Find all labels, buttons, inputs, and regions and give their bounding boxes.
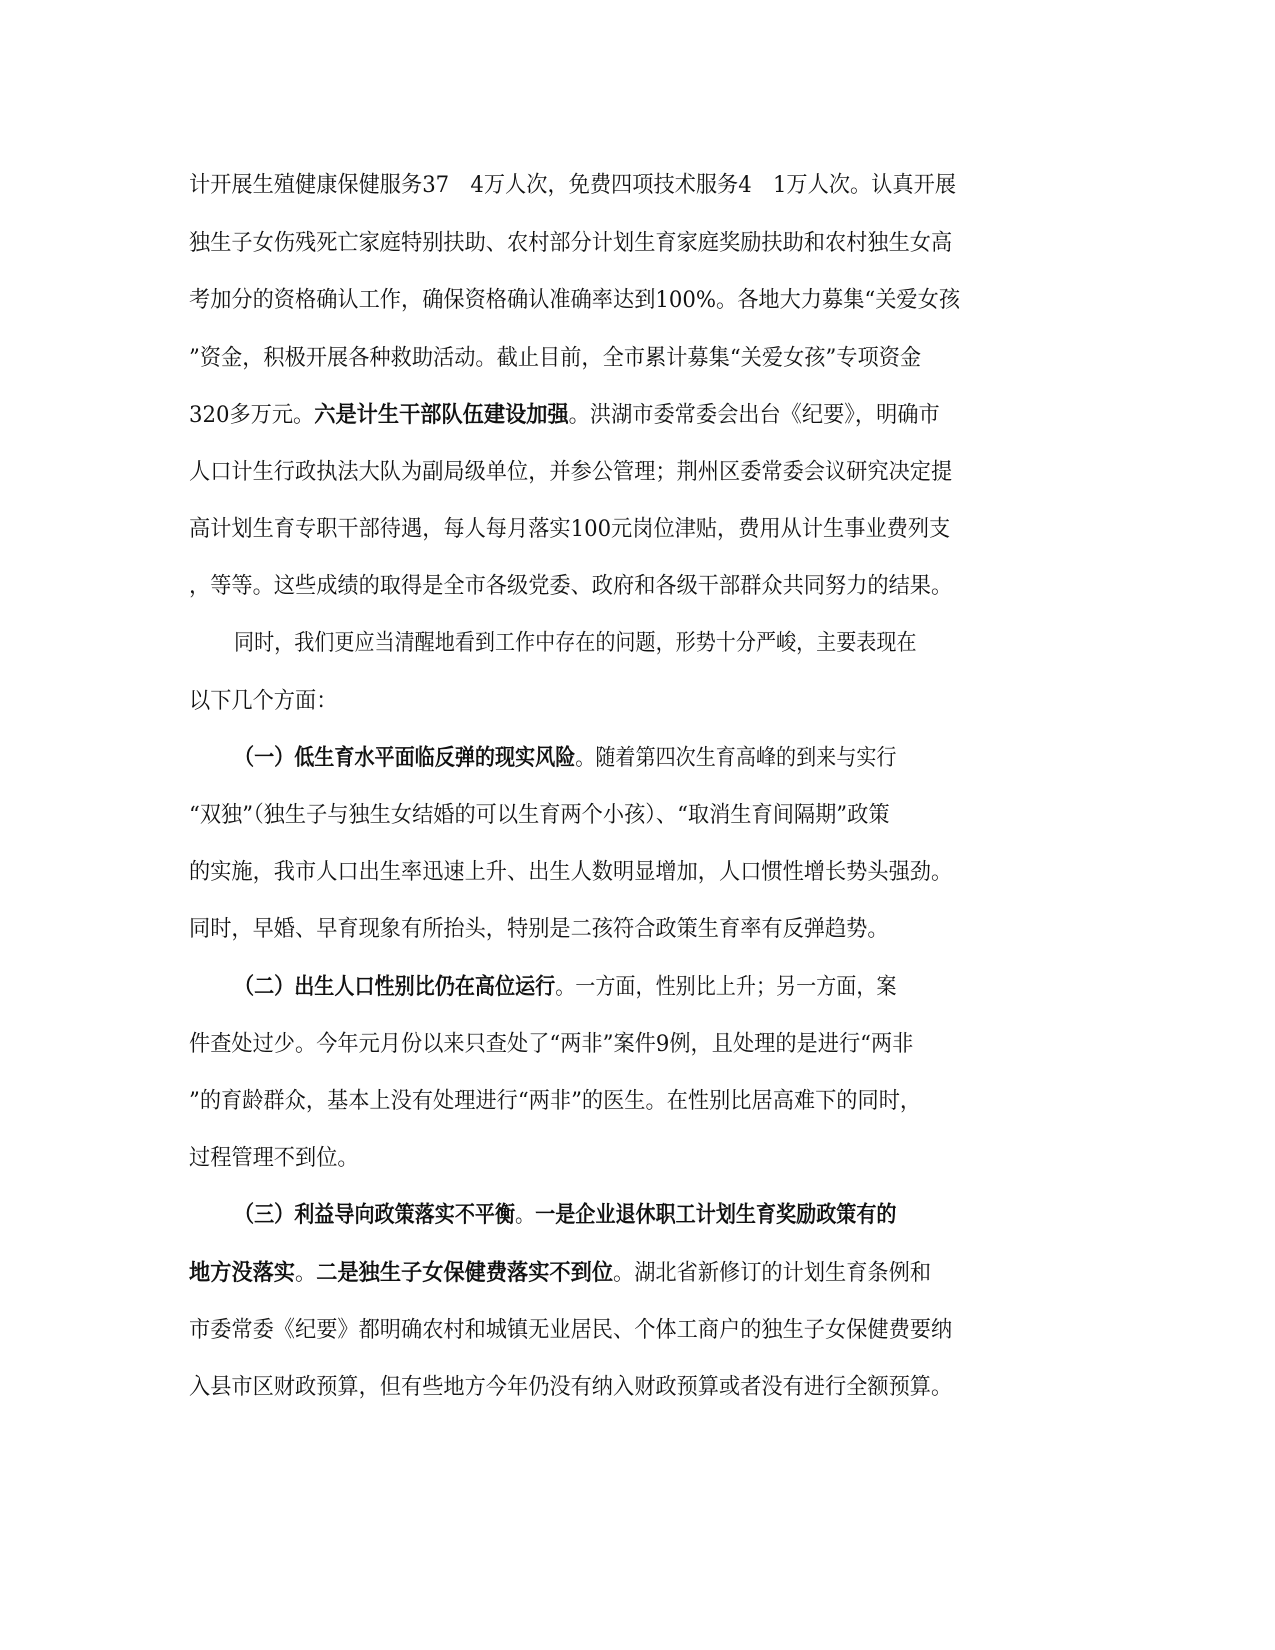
text-span: 同时，早婚、早育现象有所抬头，特别是二孩符合政策生育率有反弹趋势。 (189, 916, 889, 942)
text-span: 的实施，我市人口出生率迅速上升、出生人数明显增加，人口惯性增长势头强劲。 (189, 859, 953, 885)
text-span: 市委常委《纪要》都明确农村和城镇无业居民、个体工商户的独生子女保健费要纳 (189, 1317, 953, 1343)
bold-text-span: （一）低生育水平面临反弹的现实风险 (234, 745, 576, 771)
text-span: 。洪湖市委常委会出台《纪要》，明确市 (568, 402, 940, 428)
text-span: 高计划生育专职干部待遇，每人每月落实100元岗位津贴，费用从计生事业费列支 (189, 516, 951, 542)
text-line (189, 395, 1037, 435)
bold-text-span: 一是企业退休职工计划生育奖励政策有的 (535, 1202, 897, 1228)
text-line (189, 795, 1037, 835)
text-span: 人口计生行政执法大队为副局级单位，并参公管理；荆州区委常委会议研究决定提 (189, 459, 953, 485)
text-span: 。随着第四次生育高峰的到来与实行 (575, 745, 897, 771)
text-span: 。 (515, 1202, 536, 1228)
text-line (189, 1081, 1037, 1121)
text-span: 同时，我们更应当清醒地看到工作中存在的问题，形势十分严峻，主要表现在 (234, 630, 917, 656)
bold-text-span: （三）利益导向政策落实不平衡 (234, 1202, 516, 1228)
bold-text-span: 地方没落实 (189, 1260, 296, 1286)
text-line (189, 280, 1037, 320)
text-line (234, 1195, 1037, 1235)
text-span: 。一方面，性别比上升；另一方面，案 (555, 974, 897, 1000)
text-line (189, 566, 1037, 606)
text-span: ”资金，积极开展各种救助活动。截止目前，全市累计募集“关爱女孩”专项资金 (189, 345, 922, 371)
text-span: 计开展生殖健康保健服务37 4万人次，免费四项技术服务4 1万人次。认真开展 (189, 172, 957, 198)
text-line (189, 223, 1037, 263)
text-span: 。湖北省新修订的计划生育条例和 (613, 1260, 932, 1286)
text-line (189, 1138, 1037, 1178)
text-line (189, 1253, 1037, 1293)
bold-text-span: 二是独生子女保健费落实不到位 (316, 1260, 614, 1286)
text-line (189, 338, 1037, 378)
bold-text-span: 六是计生干部队伍建设加强 (314, 402, 569, 428)
text-span: 独生子女伤残死亡家庭特别扶助、农村部分计划生育家庭奖励扶助和农村独生女高 (189, 230, 953, 256)
text-line (189, 509, 1037, 549)
text-line (189, 1024, 1037, 1064)
text-line (234, 623, 1037, 663)
text-span: 320多万元。 (189, 402, 315, 428)
text-line (189, 909, 1037, 949)
text-span: “双独”（独生子与独生女结婚的可以生育两个小孩）、“取消生育间隔期”政策 (189, 802, 890, 828)
text-span: ，等等。这些成绩的取得是全市各级党委、政府和各级干部群众共同努力的结果。 (189, 573, 953, 599)
text-span: 过程管理不到位。 (189, 1145, 359, 1171)
text-span: ”的育龄群众，基本上没有处理进行“两非”的医生。在性别比居高难下的同时， (189, 1088, 922, 1114)
text-span: 件查处过少。今年元月份以来只查处了“两非”案件9例，且处理的是进行“两非 (189, 1031, 914, 1057)
text-line (189, 452, 1037, 492)
bold-text-span: （二）出生人口性别比仍在高位运行 (234, 974, 556, 1000)
text-line (189, 165, 1037, 205)
text-span: 。 (295, 1260, 317, 1286)
text-line (234, 738, 1037, 778)
text-span: 入县市区财政预算，但有些地方今年仍没有纳入财政预算或者没有进行全额预算。 (189, 1374, 953, 1400)
text-span: 以下几个方面： (189, 688, 338, 714)
text-line (189, 1367, 1037, 1407)
text-line (189, 681, 1037, 721)
text-line (189, 852, 1037, 892)
text-line (234, 967, 1037, 1007)
text-line (189, 1310, 1037, 1350)
text-span: 考加分的资格确认工作，确保资格确认准确率达到100%。各地大力募集“关爱女孩 (189, 287, 961, 313)
